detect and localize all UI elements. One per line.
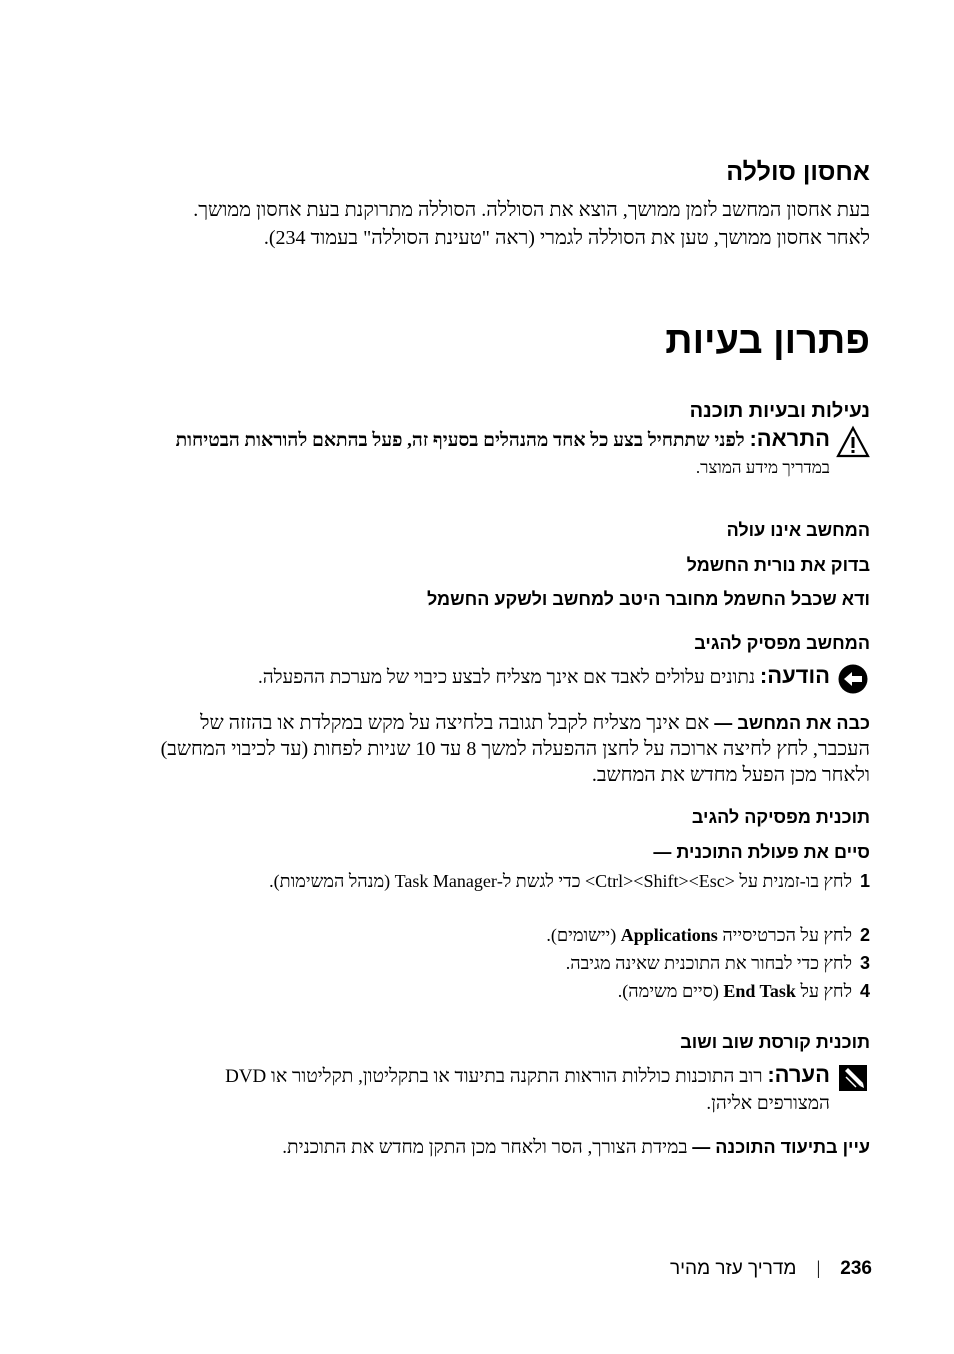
step-4-pre: לחץ על: [795, 981, 852, 1001]
caution-text-bold: לפני שתתחיל בצע כל אחד מהנהלים בסעיף זה, פעל בהתאם להוראות הבטיחות: [175, 430, 745, 451]
no-start-heading: המחשב אינו עולה: [726, 520, 870, 540]
step-1-pre: לחץ בו-זמנית על <Ctrl><Shift><Esc> כדי לגשת ל-: [496, 871, 852, 891]
step-2-pre: לחץ על הכרטיסייה: [717, 925, 852, 945]
caution-label: התראה:: [749, 426, 830, 451]
crash-heading: תוכנית קורסת שוב ושוב: [680, 1032, 870, 1052]
step-2-post: (יישומים).: [546, 925, 621, 945]
footer-title: מדריך עזר מהיר: [669, 1258, 797, 1279]
step-4-post: (סיים משימה).: [617, 981, 724, 1001]
caution-icon: [836, 425, 870, 459]
step-1-number: 1: [859, 871, 870, 891]
page-number: 236: [840, 1258, 872, 1279]
notice-block: [140, 662, 870, 696]
notice-body: נתונים עלולים לאבד אם אינך מצליח לבצע כיבוי של מערכת ההפעלה.: [257, 667, 756, 688]
caution-text-normal: במדריך מידע המוצר.: [695, 458, 830, 477]
notice-icon: [836, 662, 870, 696]
step-3-text: [566, 950, 852, 976]
caution-block: [170, 425, 870, 481]
notice-text: [258, 662, 830, 691]
troubleshooting-heading: פתרון בעיות: [665, 320, 870, 362]
storage-paragraph: בעת אחסון המחשב לזמן ממושך, הוצא את הסוללה. הסוללה מתרוקנת בעת אחסון ממושך. לאחר אחסון ממושך, טען את הסוללה לגמרי (ראה "טעינת הסוללה" בעמוד 234).: [193, 199, 870, 249]
step-1-text: [269, 868, 852, 894]
docs-text: במידת הצורך, הסר ולאחר מכן התקן מחדש את התוכנית.: [282, 1137, 688, 1158]
note-text: [150, 1061, 830, 1117]
step-4: [618, 978, 870, 1004]
step-3-pre: לחץ כדי לבחור את התוכנית שאינה מגיבה.: [565, 953, 852, 973]
footer-separator: |: [816, 1258, 821, 1279]
pencil-note-icon: [836, 1061, 870, 1095]
turn-off-bold: כבה את המחשב —: [714, 713, 870, 733]
check-adapter-heading: ודא שכבל החשמל מחובר היטב למחשב ולשקע החשמל: [426, 589, 870, 609]
program-not-responding-heading: תוכנית מפסיקה להגיב: [691, 807, 870, 827]
docs-paragraph: [140, 1134, 870, 1161]
page-footer: [670, 1258, 872, 1280]
step-4-text: [618, 978, 852, 1004]
caution-text: [170, 425, 830, 481]
step-2-code: Applications: [620, 925, 718, 945]
turn-off-paragraph: [140, 710, 870, 788]
docs-bold: עיין בתיעוד התוכנה —: [692, 1137, 870, 1157]
step-2-number: 2: [859, 925, 870, 945]
step-1-code: Task Manager: [394, 871, 497, 891]
step-2: [546, 922, 870, 948]
step-1-post: (מנהל המשימות).: [269, 871, 395, 891]
step-4-number: 4: [859, 981, 870, 1001]
end-program-heading: סיים את פעולת התוכנית —: [653, 842, 870, 862]
step-1: [230, 868, 870, 894]
notice-label: הודעה:: [759, 663, 830, 688]
turn-off-text: אם אינך מצליח לקבל תגובה בלחיצה על מקש במקלדת או בהזזה של העכבר, לחץ לחיצה ארוכה על לחצן ההפעלה למשך 8 עד 10 שניות לפחות (עד לכיבוי המחשב) ולאחר מכן הפעל מחדש את המחשב.: [160, 712, 870, 786]
note-label: הערה:: [767, 1062, 830, 1087]
step-2-text: [546, 922, 852, 948]
not-responding-heading: המחשב מפסיק להגיב: [694, 633, 870, 653]
check-power-heading: בדוק את נורית החשמל: [686, 555, 870, 575]
lockups-heading: נעילות ובעיות תוכנה: [689, 400, 870, 422]
step-4-code: End Task: [723, 981, 796, 1001]
step-3-number: 3: [859, 953, 870, 973]
note-body: רוב התוכנות כוללות הוראות התקנה בתיעוד או בתקליטון, תקליטור או DVD המצורפים אליהן.: [225, 1066, 830, 1114]
step-3: [566, 950, 870, 976]
storage-heading: אחסון סוללה: [726, 158, 870, 186]
note-block: [140, 1061, 870, 1117]
